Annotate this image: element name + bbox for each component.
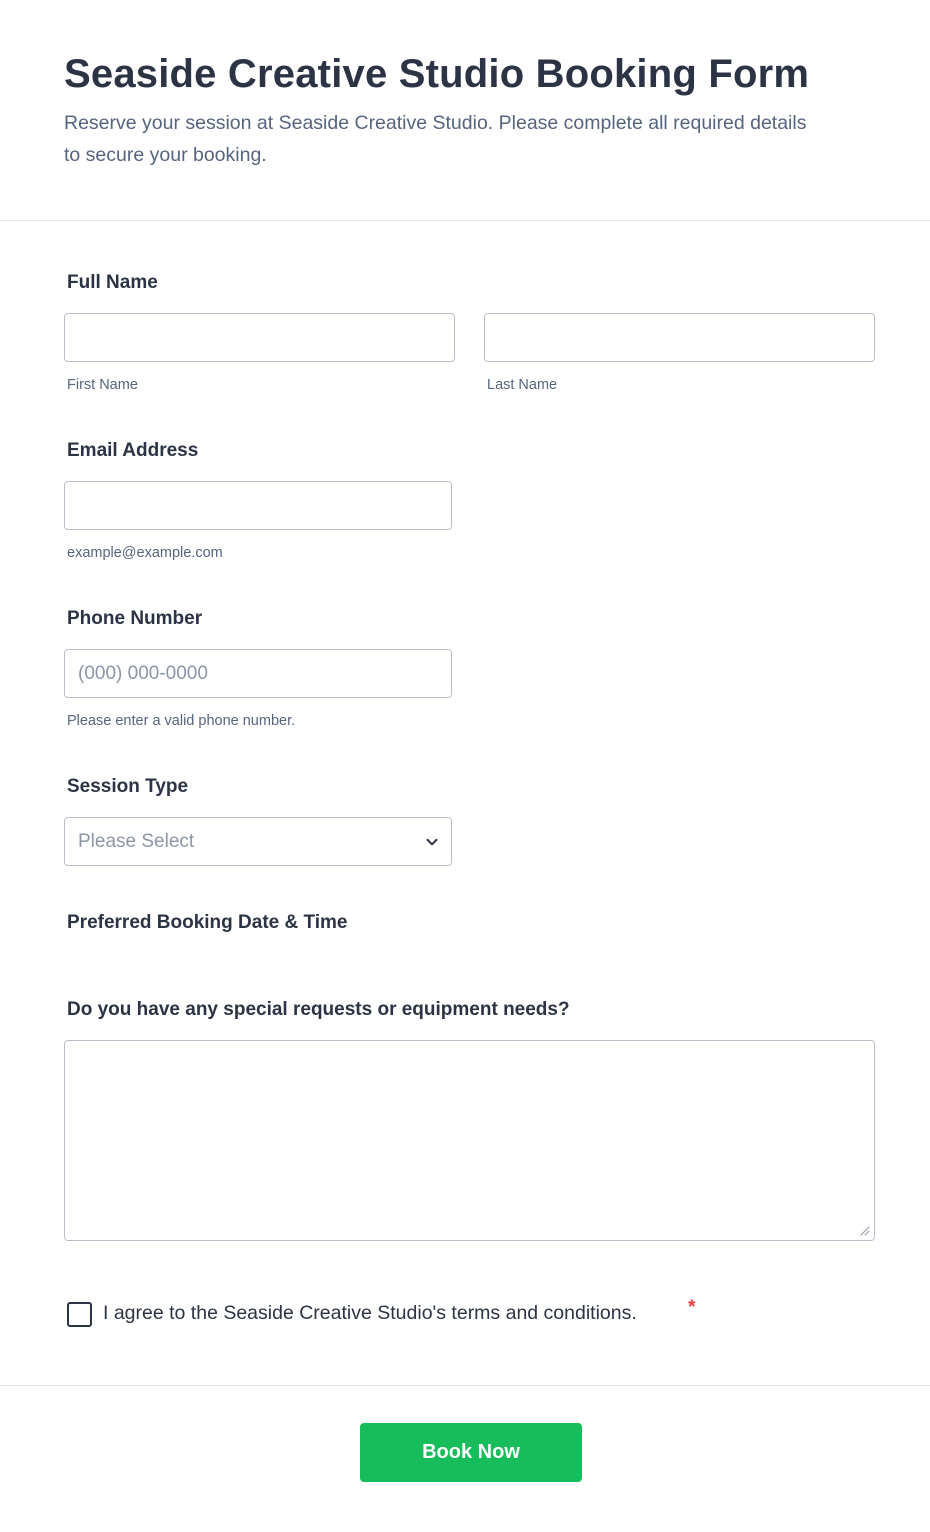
chevron-down-icon bbox=[425, 835, 439, 849]
booking-date-label: Preferred Booking Date & Time bbox=[67, 912, 348, 933]
session-type-label: Session Type bbox=[67, 776, 189, 797]
session-type-select[interactable] bbox=[64, 817, 452, 866]
phone-label: Phone Number bbox=[67, 608, 203, 629]
email-label: Email Address bbox=[67, 440, 199, 461]
book-now-button[interactable]: Book Now bbox=[360, 1423, 582, 1482]
terms-label: I agree to the Seaside Creative Studio's terms and conditions. bbox=[103, 1302, 637, 1324]
resize-handle-icon[interactable] bbox=[858, 1224, 870, 1236]
special-requests-label: Do you have any special requests or equipment needs? bbox=[67, 999, 570, 1020]
last-name-input[interactable] bbox=[484, 313, 875, 362]
full-name-label: Full Name bbox=[67, 272, 158, 293]
footer-divider bbox=[0, 1385, 930, 1386]
session-type-selected-value: Please Select bbox=[78, 831, 195, 852]
email-sublabel: example@example.com bbox=[67, 545, 223, 561]
email-field[interactable] bbox=[64, 481, 452, 530]
required-asterisk: * bbox=[688, 1297, 696, 1318]
first-name-input[interactable] bbox=[64, 313, 455, 362]
form-title: Seaside Creative Studio Booking Form bbox=[64, 52, 810, 96]
phone-sublabel: Please enter a valid phone number. bbox=[67, 713, 296, 729]
last-name-sublabel: Last Name bbox=[487, 377, 558, 393]
form-header bbox=[0, 0, 930, 221]
terms-checkbox[interactable] bbox=[67, 1302, 92, 1327]
special-requests-textarea[interactable] bbox=[64, 1040, 875, 1241]
form-description: Reserve your session at Seaside Creative Studio. Please complete all required details to secure your booking. bbox=[64, 112, 807, 166]
first-name-sublabel: First Name bbox=[67, 377, 138, 393]
phone-input[interactable] bbox=[64, 649, 452, 698]
